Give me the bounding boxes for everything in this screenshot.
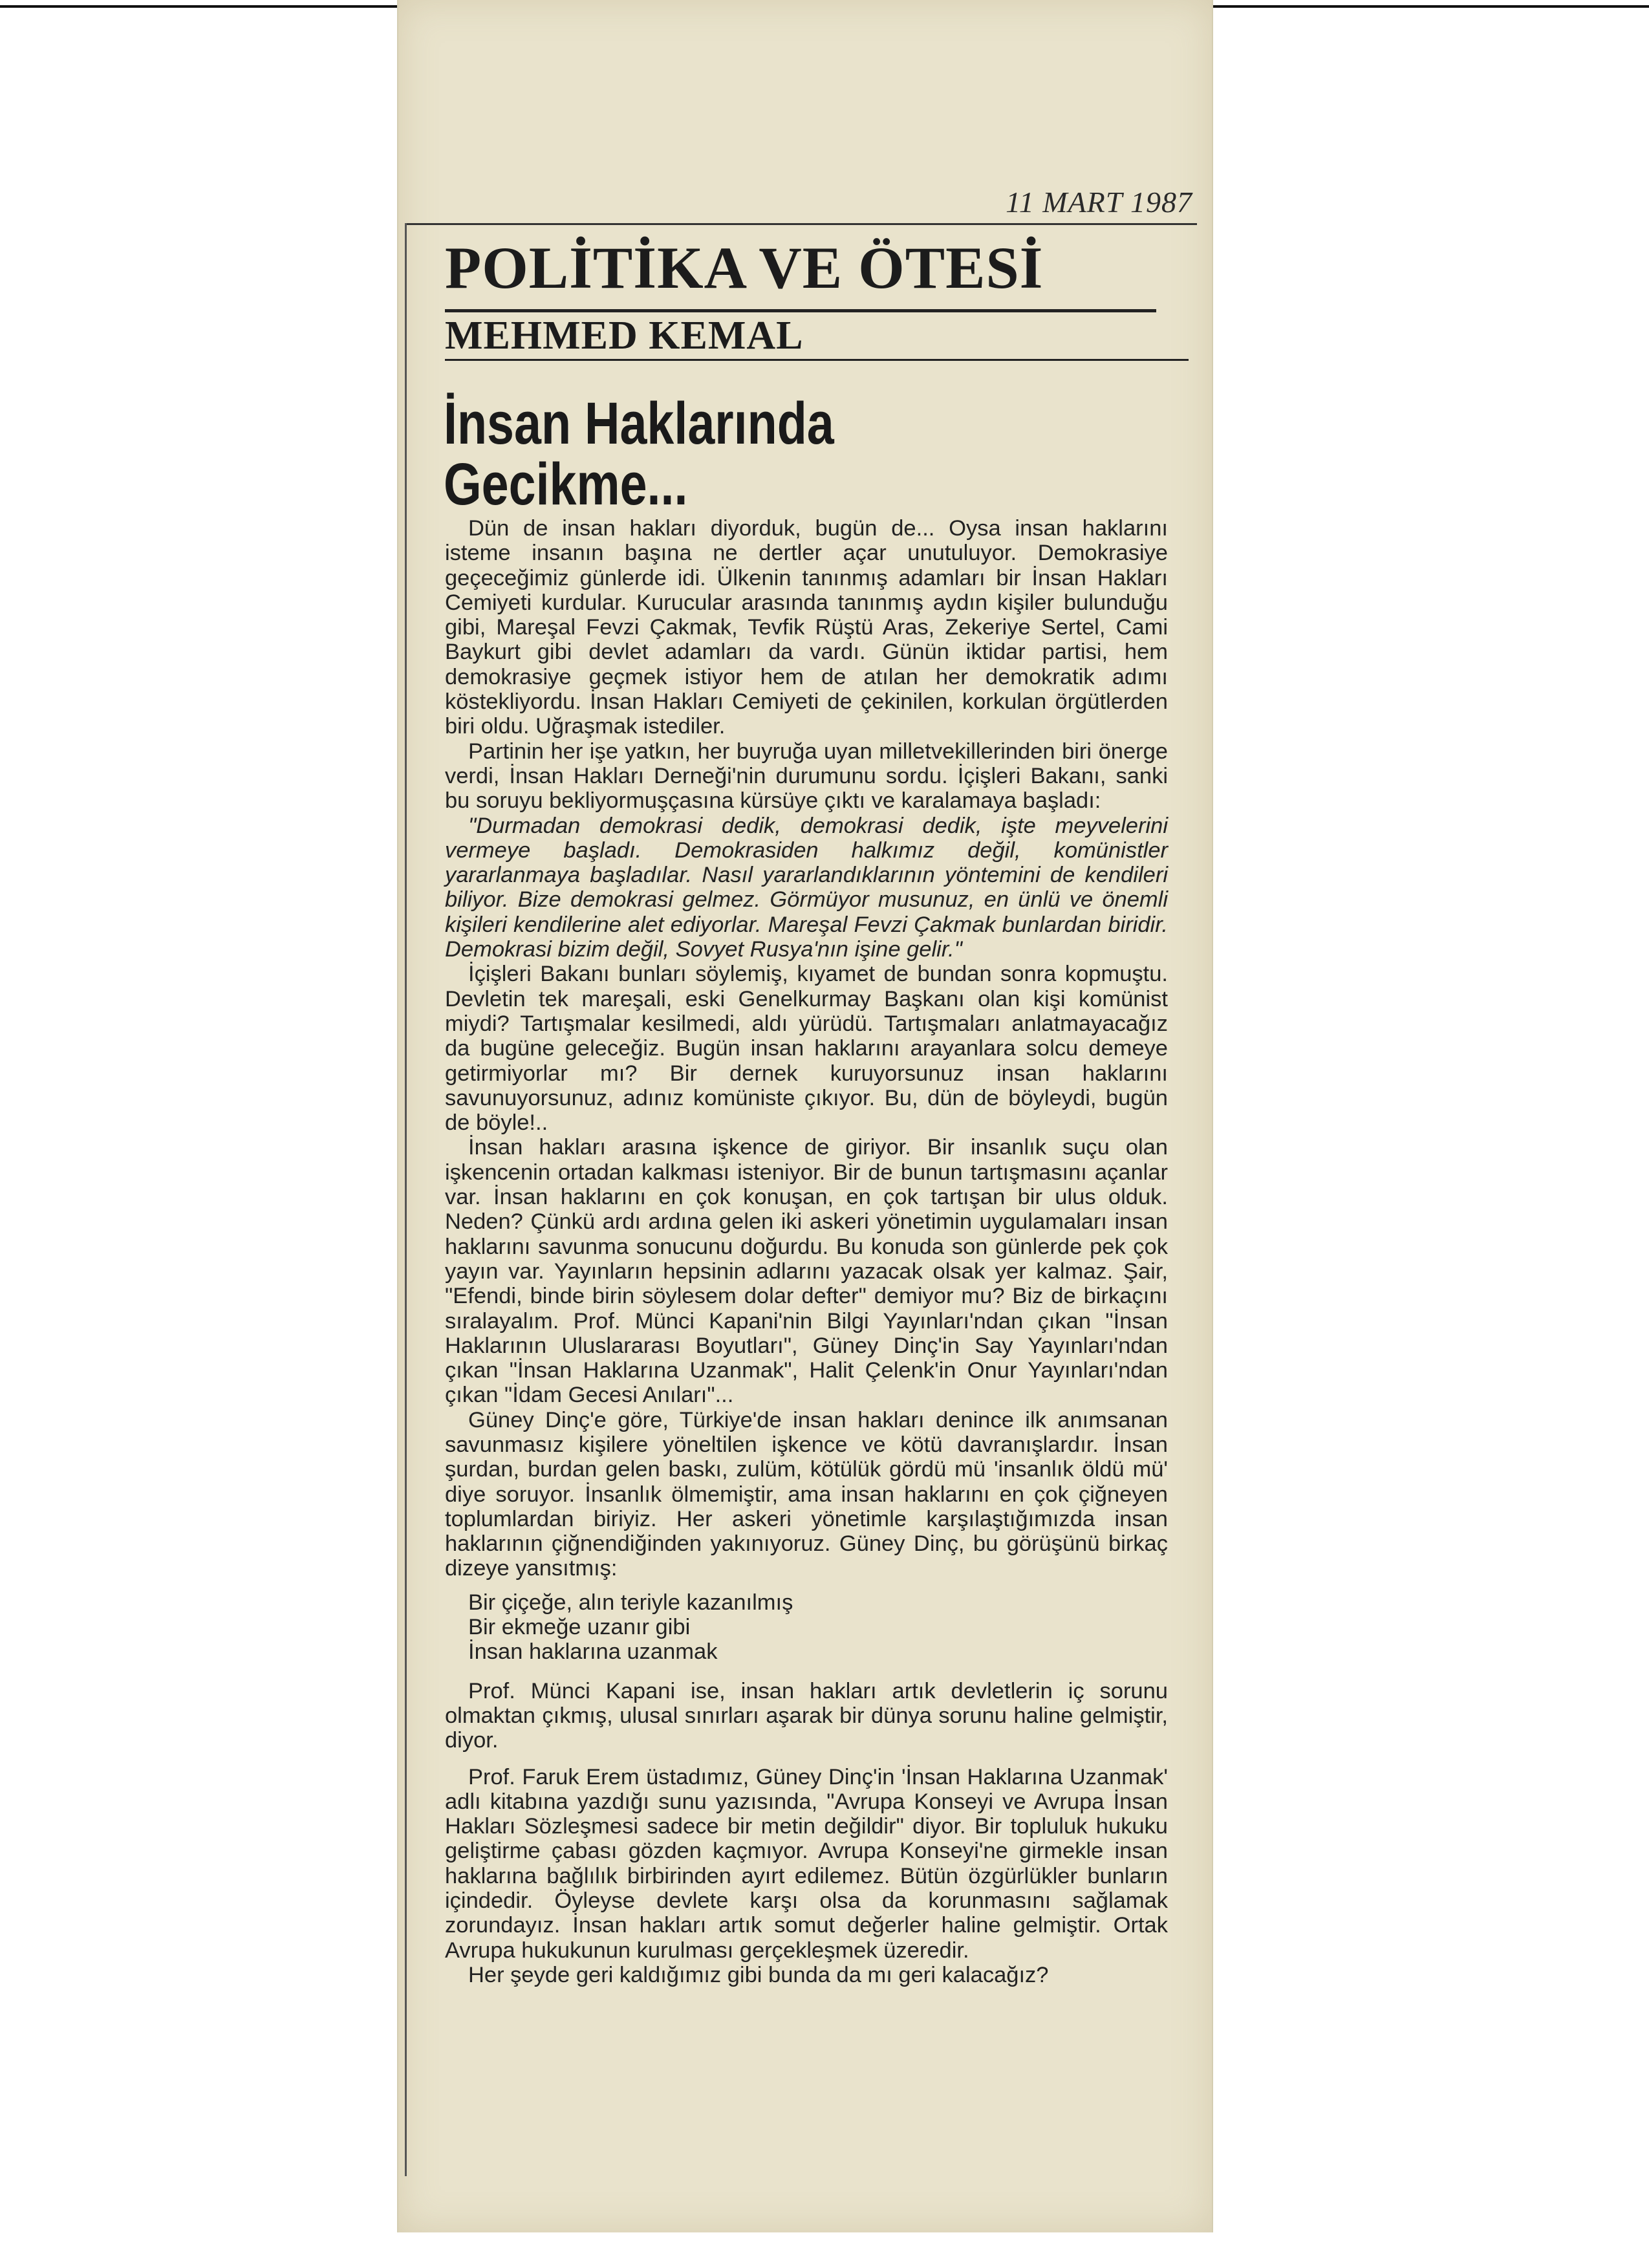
- poem-line: Bir ekmeğe uzanır gibi: [468, 1615, 691, 1640]
- poem-line: Bir çiçeğe, alın teriyle kazanılmış: [468, 1590, 793, 1615]
- article-paragraph: Prof. Faruk Erem üstadımız, Güney Dinç'in 'İnsan Haklarına Uzanmak' adlı kitabına yazdığı sunu yazısında, "Avrupa Konseyi ve Avrupa İnsan Hakları Sözleşmesi sadece bir metin değildir" diyor. Bir topluluk hukuku geliştirme çabası gözden kaçmıyor. Avrupa Konseyi'ne girmekle insan haklarına bağlılık birbirinden ayırt edilemez. Bütün özgürlükler bunların içindedir. Öyleyse devlete karşı olsa da korunmasını sağlamak zorundayız. İnsan hakları artık somut değerler haline gelmiştir. Ortak Avrupa hukukunun kurulması gerçekleşmek üzeredir.: [445, 1764, 1168, 1963]
- article-paragraph: Prof. Münci Kapani ise, insan hakları artık devletlerin iç sorunu olmaktan çıkmış, ulusal sınırları aşarak bir dünya sorunu haline gelmiştir, diyor.: [445, 1678, 1168, 1753]
- poem-line: İnsan haklarına uzanmak: [468, 1639, 718, 1665]
- article-paragraph: Partinin her işe yatkın, her buyruğa uyan milletvekillerinden biri önerge verdi, İnsan Hakları Derneği'nin durumunu sordu. İçişleri Bakanı, sanki bu soruyu bekliyormuşçasına kürsüye çıktı ve karalamaya başladı:: [445, 739, 1168, 814]
- author-name: MEHMED KEMAL: [445, 314, 804, 358]
- article-paragraph: Güney Dinç'e göre, Türkiye'de insan hakları denince ilk anımsanan savunmasız kişilere yöneltilen işkence ve kötü davranışlardır. İnsan şurdan, burdan gelen baskı, zulüm, kötülük gördü mü 'insanlık öldü mü' diye soruyor. İnsanlık ölmemiştir, ama insan haklarını en çok çiğneyen toplumlardan biriyiz. Her askeri yönetimle karşılaştığımızda insan haklarının çiğnendiğinden yakınıyoruz. Güney Dinç, bu görüşünü birkaç dizeye yansıtmış:: [445, 1407, 1168, 1581]
- article-closing-line: Her şeyde geri kaldığımız gibi bunda da mı geri kalacağız?: [468, 1962, 1049, 1987]
- headline-line-2: Gecikme...: [444, 451, 688, 517]
- article-poem: [468, 1590, 1168, 1665]
- article-paragraph: İnsan hakları arasına işkence de giriyor. Bir insanlık suçu olan işkencenin ortadan kalkması isteniyor. Bir de bunun tartışmasını açanlar var. İnsan haklarını en çok konuşan, en çok tartışan bir ulus olduk. Neden? Çünkü ardı ardına gelen iki askeri yönetimin uygulamaları insan haklarını savunma sonucunu doğurdu. Bu konuda son günlerde pek çok yayın var. Yayınların hepsinin adlarını yazacak olsak yer kalmaz. Şair, "Efendi, binde birin söylesem dolar defter" demiyor mu? Biz de birkaçını sıralayalım. Prof. Münci Kapani'nin Bilgi Yayınları'ndan çıkan "İnsan Haklarının Uluslararası Boyutları", Güney Dinç'in Say Yayınları'ndan çıkan "İnsan Haklarına Uzanmak", Halit Çelenk'in Onur Yayınları'ndan çıkan "İdam Gecesi Anıları"...: [445, 1135, 1168, 1408]
- publication-date: 11 MART 1987: [1006, 186, 1192, 219]
- article-paragraph: Dün de insan hakları diyorduk, bugün de... Oysa insan haklarını isteme insanın başına ne dertler açar unutuluyor. Demokrasiye geçeceğimiz günlerde idi. Ülkenin tanınmış adamları bir İnsan Hakları Cemiyeti kurdular. Kurucular arasında tanınmış aydın kişiler bulunduğu gibi, Mareşal Fevzi Çakmak, Tevfik Rüştü Aras, Zekeriye Sertel, Cami Baykurt gibi devlet adamları da vardı. Günün iktidar partisi, hem demokrasiye geçmek istiyor hem de atılan her demokratik adımı köstekliyordu. İnsan Hakları Cemiyeti de çekinilen, korkulan örgütlerden biri oldu. Uğraşmak istediler.: [445, 516, 1168, 739]
- author-rule: [445, 359, 1189, 361]
- newspaper-clipping: [397, 0, 1213, 2232]
- column-title: POLİTİKA VE ÖTESİ: [445, 235, 1044, 301]
- article-paragraph: İçişleri Bakanı bunları söylemiş, kıyamet de bundan sonra kopmuştu. Devletin tek mareşali, eski Genelkurmay Başkanı olan kişi komünist miydi? Tartışmalar kesilmedi, aldı yürüdü. Tartışmaları anlatmayacağız da bugüne geleceğiz. Bugün insan haklarını arayanlara solcu demeye getirmiyorlar mı? Bir dernek kuruyorsunuz insan haklarını savunuyorsunuz, adınız komüniste çıkıyor. Bu, dün de böyleydi, bugün de böyle!..: [445, 962, 1168, 1136]
- column-title-rule: [445, 309, 1156, 312]
- header-rule: [405, 223, 1197, 225]
- headline-line-1: İnsan Haklarında: [444, 391, 834, 457]
- column-left-rule: [405, 223, 407, 2176]
- article-headline: [444, 393, 921, 515]
- article-quote: "Durmadan demokrasi dedik, demokrasi dedik, işte meyvelerini vermeye başladı. Demokrasiden halkımız değil, komünistler yararlanmaya başladılar. Nasıl yararlandıklarının yöntemini de kendileri biliyor. Bize demokrasi gelmez. Görmüyor musunuz, en ünlü ve önemli kişileri kendilerine alet ediyorlar. Mareşal Fevzi Çakmak bunlardan biridir. Demokrasi bizim değil, Sovyet Rusya'nın işine gelir.": [445, 813, 1168, 962]
- article-body: [445, 516, 1168, 1987]
